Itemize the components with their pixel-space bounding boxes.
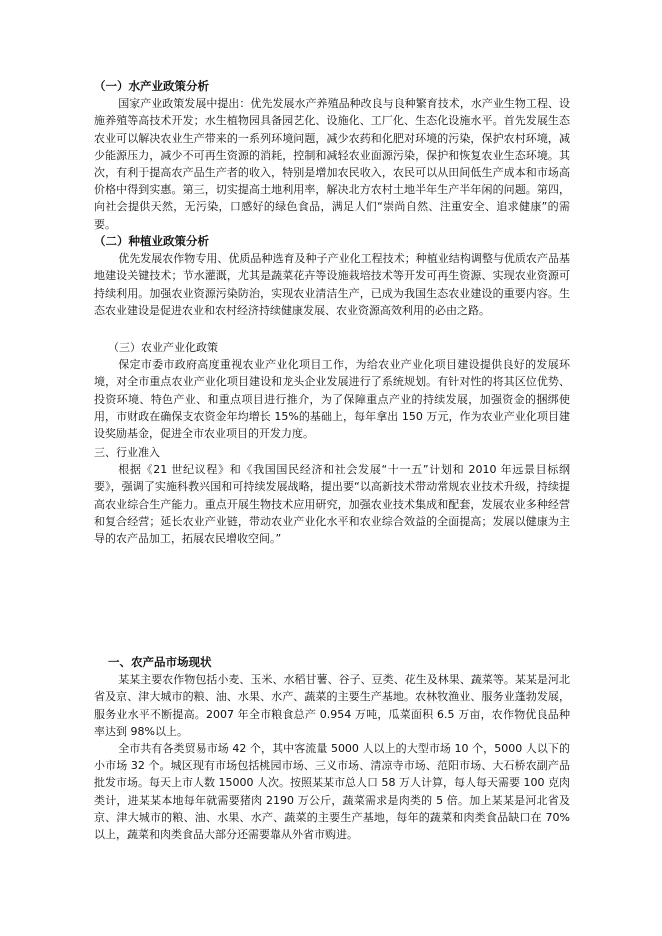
paragraph-crops: 某某主要农作物包括小麦、玉米、水稻甘薯、谷子、豆类、花生及林果、蔬菜等。某某是河北省及京、津大城市的粮、油、水果、水产、蔬菜的主要生产基地。农林牧渔业、服务业蓬勃发展，服务业水平不断提高。2007 年全市粮食总产 0.954 万吨，瓜菜面积 6.5 万亩，农作物优良品种率达到 98%以上。 bbox=[94, 673, 570, 738]
heading-market-status: 一、农产品市场现状 bbox=[108, 655, 212, 669]
section-market-status bbox=[94, 654, 570, 843]
paragraph-markets: 全市共有各类贸易市场 42 个，其中客流量 5000 人以上的大型市场 10 个，5000 人以下的小市场 32 个。城区现有市场包括桃园市场、三义市场、清凉寺市场、范阳市场、大石桥农副产品批发市场。每天上市人数 15000 人次。按照某某市总人口 58 万人计算，每人每天需要 100 克肉类计，进某某本地每年就需要猪肉 2190 万公斤，蔬菜需求是肉类的 5 倍。加上某某是河北省及京、津大城市的粮、油、水果、水产、蔬菜的主要生产基地，每年的蔬菜和肉类食品缺口在 70%以上，蔬菜和肉类食品大部分还需要靠从外省市购进。 bbox=[94, 742, 570, 842]
paragraph-industry-access: 根据《21 世纪议程》和《我国国民经济和社会发展“十一五”计划和 2010 年远景目标纲要》，强调了实施科教兴国和可持续发展战略，提出要“以高新技术带动常规农业技术升级，持续提高农业综合生产能力。重点开展生物技术应用研究，加强农业技术集成和配套，发展农业多种经营和复合经营；延长农业产业链，带动农业产业化水平和农业综合效益的全面提高；发展以健康为主导的农产品加工，拓展农民增收空间。” bbox=[94, 463, 570, 546]
section-industry-access bbox=[94, 444, 570, 547]
heading-industrialization-policy: （三）农业产业化政策 bbox=[108, 341, 218, 354]
paragraph-industrialization-policy: 保定市委市政府高度重视农业产业化项目工作，为给农业产业化项目建设提供良好的发展环境，对全市重点农业产业化项目建设和龙头企业发展进行了系统规划。有针对性的将其区位优势、投资环境、特色产业、和重点项目进行推介，为了保障重点产业的持续发展，加强资金的捆绑使用，市财政在确保支农资金年均增长 15%的基础上，每年拿出 150 万元，作为农业产业化项目建设奖励基金，促进全市农业项目的开发力度。 bbox=[94, 358, 570, 441]
heading-planting-policy: （二）种植业政策分析 bbox=[94, 234, 209, 248]
heading-industry-access: 三、行业准入 bbox=[94, 446, 160, 459]
paragraph-planting-policy: 优先发展农作物专用、优质品种选育及种子产业化工程技术；种植业结构调整与优质农产品基地建设关键技术；节水灌溉，尤其是蔬菜花卉等设施栽培技术等开发可再生资源、实现农业资源可持续利用。加强农业资源污染防治，实现农业清洁生产，已成为我国生态农业建设的重要内容。生态农业建设是促进农业和农村经济持续健康发展、农业资源高效利用的必由之路。 bbox=[94, 252, 570, 317]
heading-aquaculture-policy: （一）水产业政策分析 bbox=[94, 79, 209, 93]
section-planting-policy bbox=[94, 233, 570, 319]
paragraph-aquaculture-policy: 国家产业政策发展中提出：优先发展水产养殖品种改良与良种繁育技术，水产业生物工程、设施养殖等高技术开发；水生植物园具备园艺化、设施化、工厂化、生态化设施水平。首先发展生态农业可以解决农业生产带来的一系列环境问题，减少农药和化肥对环境的污染，保护农村环境，减少能源压力，减少不可再生资源的消耗，控制和减轻农业面源污染，保护和恢复农业生态环境。其次，有利于提高农产品生产者的收入，特别是增加农民收入，农民可以从田间低生产成本和市场高价格中得到实惠。第三，切实提高土地利用率，解决北方农村土地半年生产半年闲的问题。第四，向社会提供天然，无污染，口感好的绿色食品，满足人们“崇尚自然、注重安全、追求健康”的需要。 bbox=[94, 97, 570, 231]
section-industrialization-policy bbox=[94, 339, 570, 442]
section-aquaculture-policy bbox=[94, 78, 570, 233]
